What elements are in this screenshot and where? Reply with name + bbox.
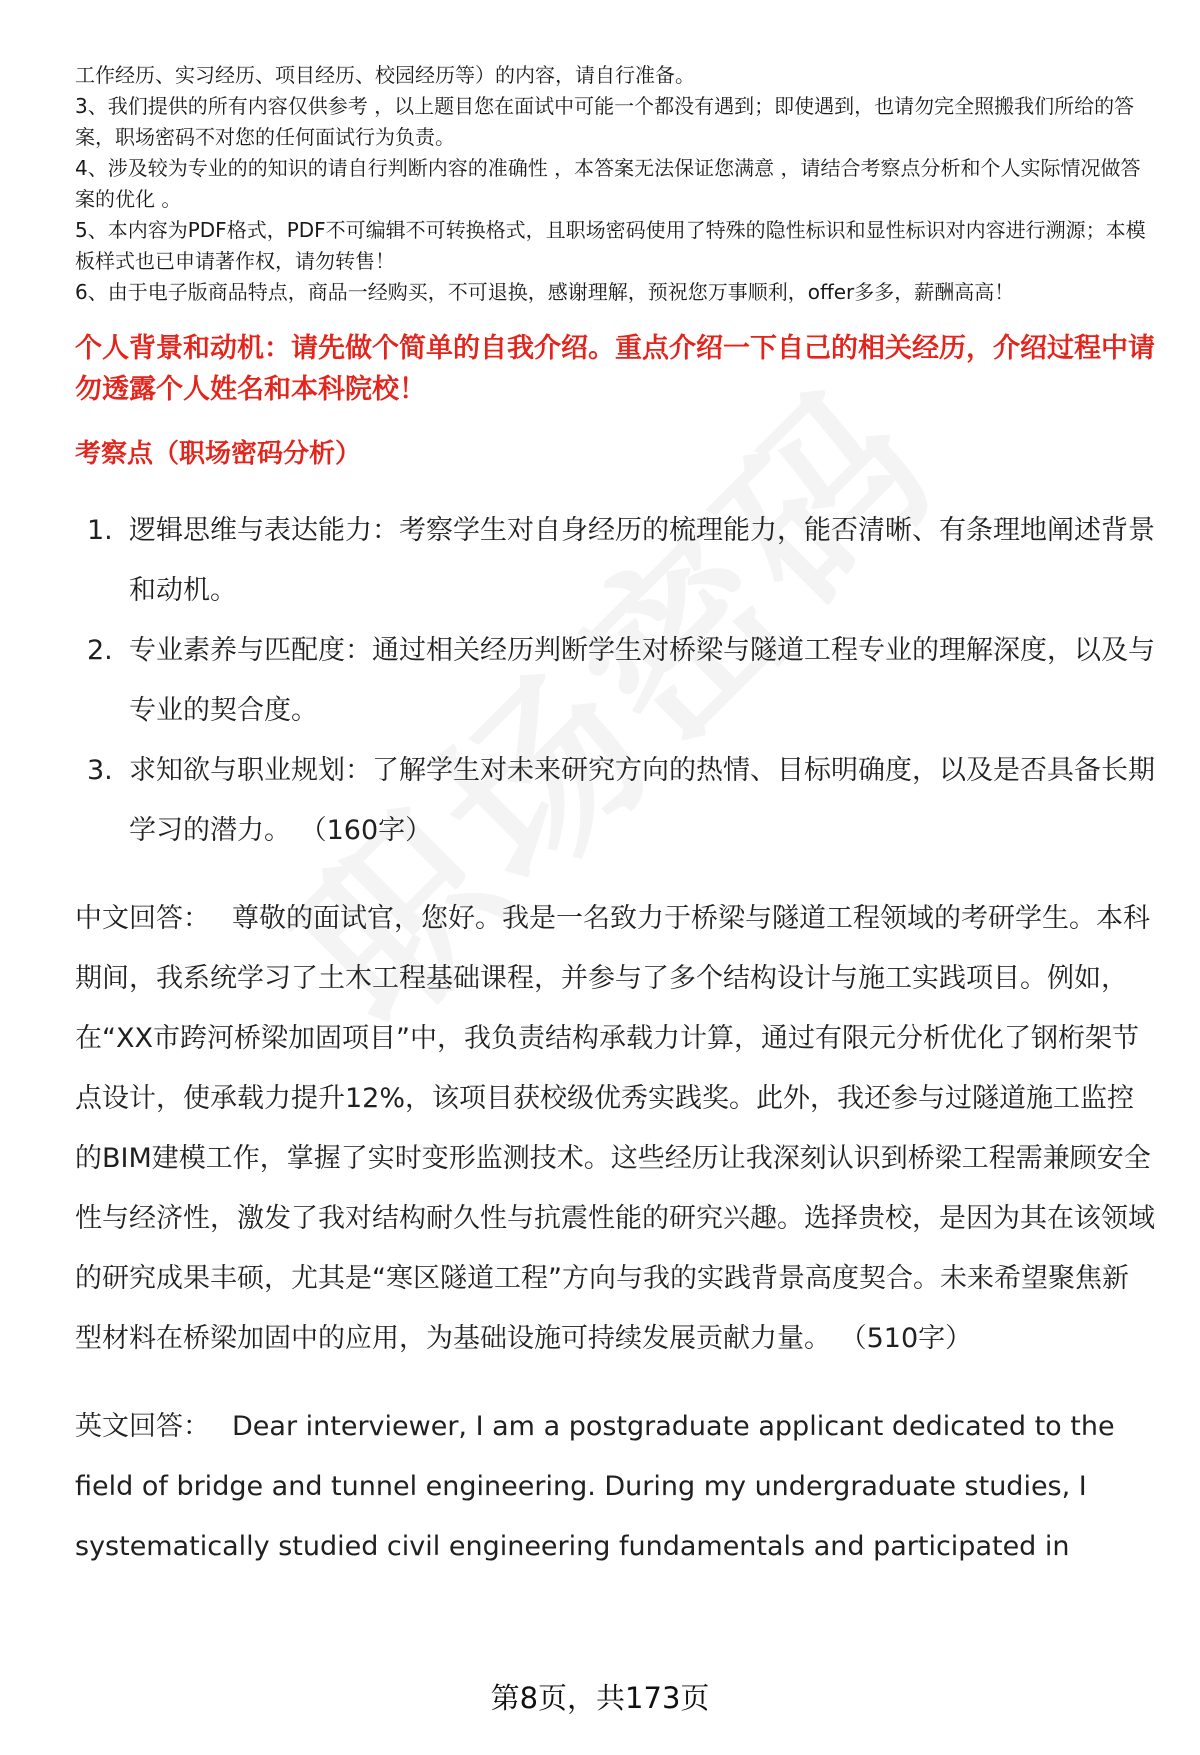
point-text: 求知欲与职业规划：了解学生对未来研究方向的热情、目标明确度，以及是否具备长期学习的潜力。 （160字） bbox=[129, 755, 1155, 846]
document-page bbox=[75, 60, 1155, 1577]
assessment-point bbox=[75, 741, 1155, 861]
point-number: 3. bbox=[87, 755, 113, 786]
assessment-point bbox=[75, 501, 1155, 621]
chinese-answer-label: 中文回答： bbox=[75, 903, 210, 934]
chinese-answer-text: 尊敬的面试官，您好。我是一名致力于桥梁与隧道工程领域的考研学生。本科期间，我系统学习了土木工程基础课程，并参与了多个结构设计与施工实践项目。例如，在“XX市跨河桥梁加固项目”中，我负责结构承载力计算，通过有限元分析优化了钢桁架节点设计，使承载力提升12%，该项目获校级优秀实践奖。此外，我还参与过隧道施工监控的BIM建模工作，掌握了实时变形监测技术。这些经历让我深刻认识到桥梁工程需兼顾安全性与经济性，激发了我对结构耐久性与抗震性能的研究兴趣。选择贵校，是因为其在该领域的研究成果丰硕，尤其是“寒区隧道工程”方向与我的实践背景高度契合。未来希望聚焦新型材料在桥梁加固中的应用，为基础设施可持续发展贡献力量。 （510字） bbox=[75, 903, 1155, 1354]
points-heading: 考察点（职场密码分析） bbox=[75, 439, 362, 469]
point-text: 专业素养与匹配度：通过相关经历判断学生对桥梁与隧道工程专业的理解深度，以及与专业的契合度。 bbox=[129, 635, 1155, 726]
notice-line: 工作经历、实习经历、项目经历、校园经历等）的内容，请自行准备。 bbox=[75, 63, 695, 87]
notice-line: 6、由于电子版商品特点，商品一经购买，不可退换，感谢理解，预祝您万事顺利，offer多多，薪酬高高！ bbox=[75, 280, 1015, 304]
notice-list bbox=[75, 60, 1155, 308]
point-number: 2. bbox=[87, 635, 113, 666]
english-answer bbox=[75, 1397, 1155, 1577]
assessment-points bbox=[75, 501, 1155, 861]
assessment-point bbox=[75, 621, 1155, 741]
point-text: 逻辑思维与表达能力：考察学生对自身经历的梳理能力，能否清晰、有条理地阐述背景和动机。 bbox=[129, 515, 1155, 606]
english-answer-label: 英文回答： bbox=[75, 1411, 210, 1442]
point-number: 1. bbox=[87, 515, 113, 546]
notice-line: 4、涉及较为专业的的知识的请自行判断内容的准确性 ，本答案无法保证您满意 ，请结合考察点分析和个人实际情况做答案的优化 。 bbox=[75, 156, 1141, 211]
chinese-answer bbox=[75, 889, 1155, 1369]
question-heading: 个人背景和动机：请先做个简单的自我介绍。重点介绍一下自己的相关经历，介绍过程中请勿透露个人姓名和本科院校！ bbox=[75, 333, 1155, 405]
notice-line: 3、我们提供的所有内容仅供参考 ，以上题目您在面试中可能一个都没有遇到；即使遇到，也请勿完全照搬我们所给的答案，职场密码不对您的任何面试行为负责。 bbox=[75, 94, 1135, 149]
page-footer: 第8页，共173页 bbox=[490, 1681, 710, 1715]
english-answer-text: Dear interviewer, I am a postgraduate applicant dedicated to the field of bridge and tunnel engineering. During my undergraduate studies, I systematically studied civil engineering fundamentals and participated in bbox=[75, 1411, 1115, 1562]
notice-line: 5、本内容为PDF格式，PDF不可编辑不可转换格式，且职场密码使用了特殊的隐性标识和显性标识对内容进行溯源；本模板样式也已申请著作权，请勿转售！ bbox=[75, 218, 1146, 273]
